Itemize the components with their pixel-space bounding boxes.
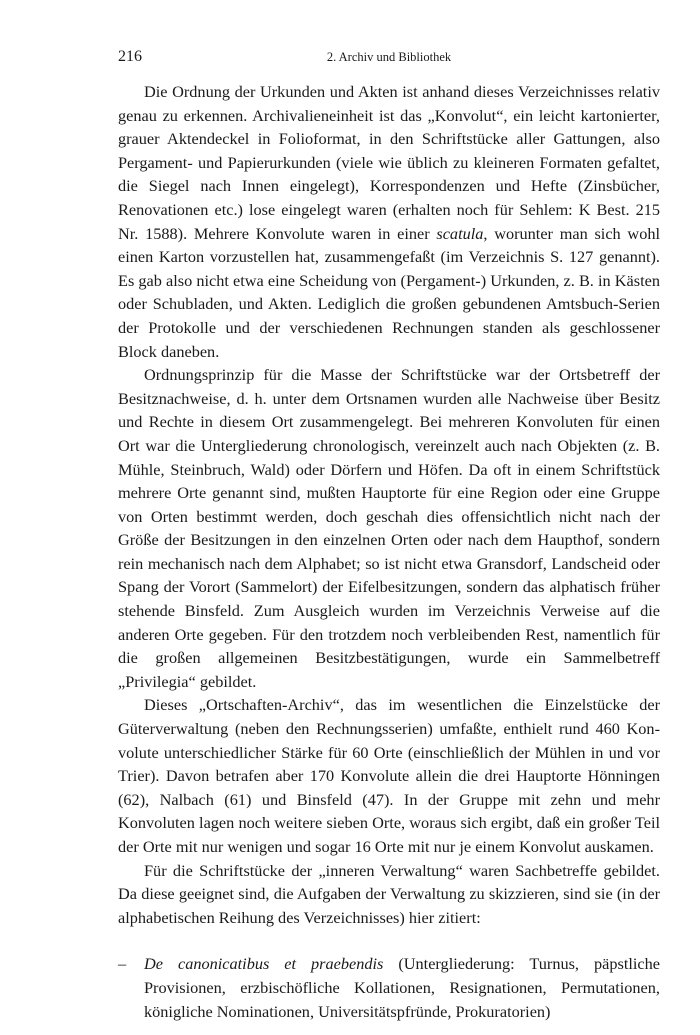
- paragraph: [118, 363, 660, 693]
- paragraph-text: Die Ordnung der Urkunden und Akten ist anhand dieses Verzeichnisses relativ genau zu erkennen. Archivalieneinheit ist das „Konvolut“, ein leicht kartonierter, grauer Aktendeckel in Folioformat, in den Schriftstücke aller Gattungen, also Pergament- und Papierurkunden (viele wie üblich zu kleineren Formaten gefaltet, die Siegel nach Innen eingelegt), Korrespondenzen und Hefte (Zinsbücher, Renovationen etc.) lose eingelegt waren (erhalten noch für Sehlem: K Best. 215 Nr. 1588). Mehrere Konvolute waren in einer: [118, 82, 660, 243]
- paragraph-text: Dieses „Ortschaften-Archiv“, das im wesentlichen die Einzelstücke der Güterverwaltung (neben den Rechnungsserien) umfaßte, enthielt rund 460 Konvolute unterschiedlicher Stärke für 60 Orte (einschließlich der Mühlen in und vor Trier). Davon betrafen aber 170 Konvolute allein die drei Hauptorte Hönningen (62), Nalbach (61) und Binsfeld (47). In der Gruppe mit zehn und mehr Konvoluten lagen noch weitere sieben Orte, woraus sich ergibt, daß ein großer Teil der Orte mit nur wenigen und sogar 16 Orte mit nur je einem Konvolut auskamen.: [118, 695, 660, 856]
- page-number: 216: [118, 48, 142, 65]
- running-head: 2. Archiv und Bibliothek: [326, 50, 452, 64]
- paragraph-text: , worunter man sich wohl einen Karton vorzustellen hat, zusammengefaßt (im Verzeichnis S. 127 genannt). Es gab also nicht etwa eine Scheidung von (Pergament-) Urkunden, z. B. in Kästen oder Schubladen, und Akten. Lediglich die großen gebundenen Amtsbuch-Serien der Protokolle und der verschiedenen Rechnungen standen als geschlossener Block daneben.: [118, 223, 660, 361]
- page-header: [118, 48, 660, 68]
- paragraph: [118, 693, 660, 858]
- dash-bullet: –: [118, 954, 127, 974]
- list-item-text: (Untergliederung: Turnus, päpstliche Provisionen, erzbischöfliche Kollationen, Resignationen, Permutationen, königliche Nominationen, Universitätspfründe, Prokuratorien): [144, 954, 660, 1021]
- paragraph: [118, 859, 660, 930]
- subject-list: [118, 952, 660, 1023]
- italic-term: scatula: [436, 223, 484, 243]
- body-text: [118, 80, 660, 1023]
- paragraph: [118, 80, 660, 363]
- paragraph-text: Ordnungsprinzip für die Masse der Schriftstücke war der Ortsbetreff der Besitznachweise, d. h. unter dem Ortsnamen wurden alle Nachweise über Besitz und Rechte in diesem Ort zusammengelegt. Bei mehreren Konvoluten für einen Ort war die Untergliederung chronologisch, vereinzelt auch nach Objekten (z. B. Mühle, Steinbruch, Wald) oder Dörfern und Höfen. Da oft in einem Schriftstück mehrere Orte genannt sind, mußten Hauptorte für eine Region oder eine Gruppe von Orten bestimmt werden, doch geschah dies offensichtlich nicht nach der Größe der Besitzungen in den einzelnen Orten oder nach dem Haupthof, sondern rein mechanisch nach dem Alphabet; so ist nicht etwa Gransdorf, Landscheid oder Spang der Vorort (Sammelort) der Eifelbesitzungen, sondern das alphatisch früher stehende Binsfeld. Zum Ausgleich wurden im Verzeichnis Verweise auf die anderen Orte gegeben. Für den trotzdem noch verbleibenden Rest, namentlich für die großen allgemeinen Besitzbestätigungen, wurde ein Sammelbetreff „Privilegia“ gebildet.: [118, 365, 660, 691]
- italic-term: De canonicatibus et praebendis: [144, 954, 384, 974]
- list-item: [118, 952, 660, 1023]
- paragraph-text: Für die Schriftstücke der „inneren Verwaltung“ waren Sachbetreffe gebildet. Da diese geeignet sind, die Aufgaben der Verwaltung zu skizzieren, sind sie (in der alphabetischen Reihung des Verzeichnisses) hier zitiert:: [118, 860, 660, 927]
